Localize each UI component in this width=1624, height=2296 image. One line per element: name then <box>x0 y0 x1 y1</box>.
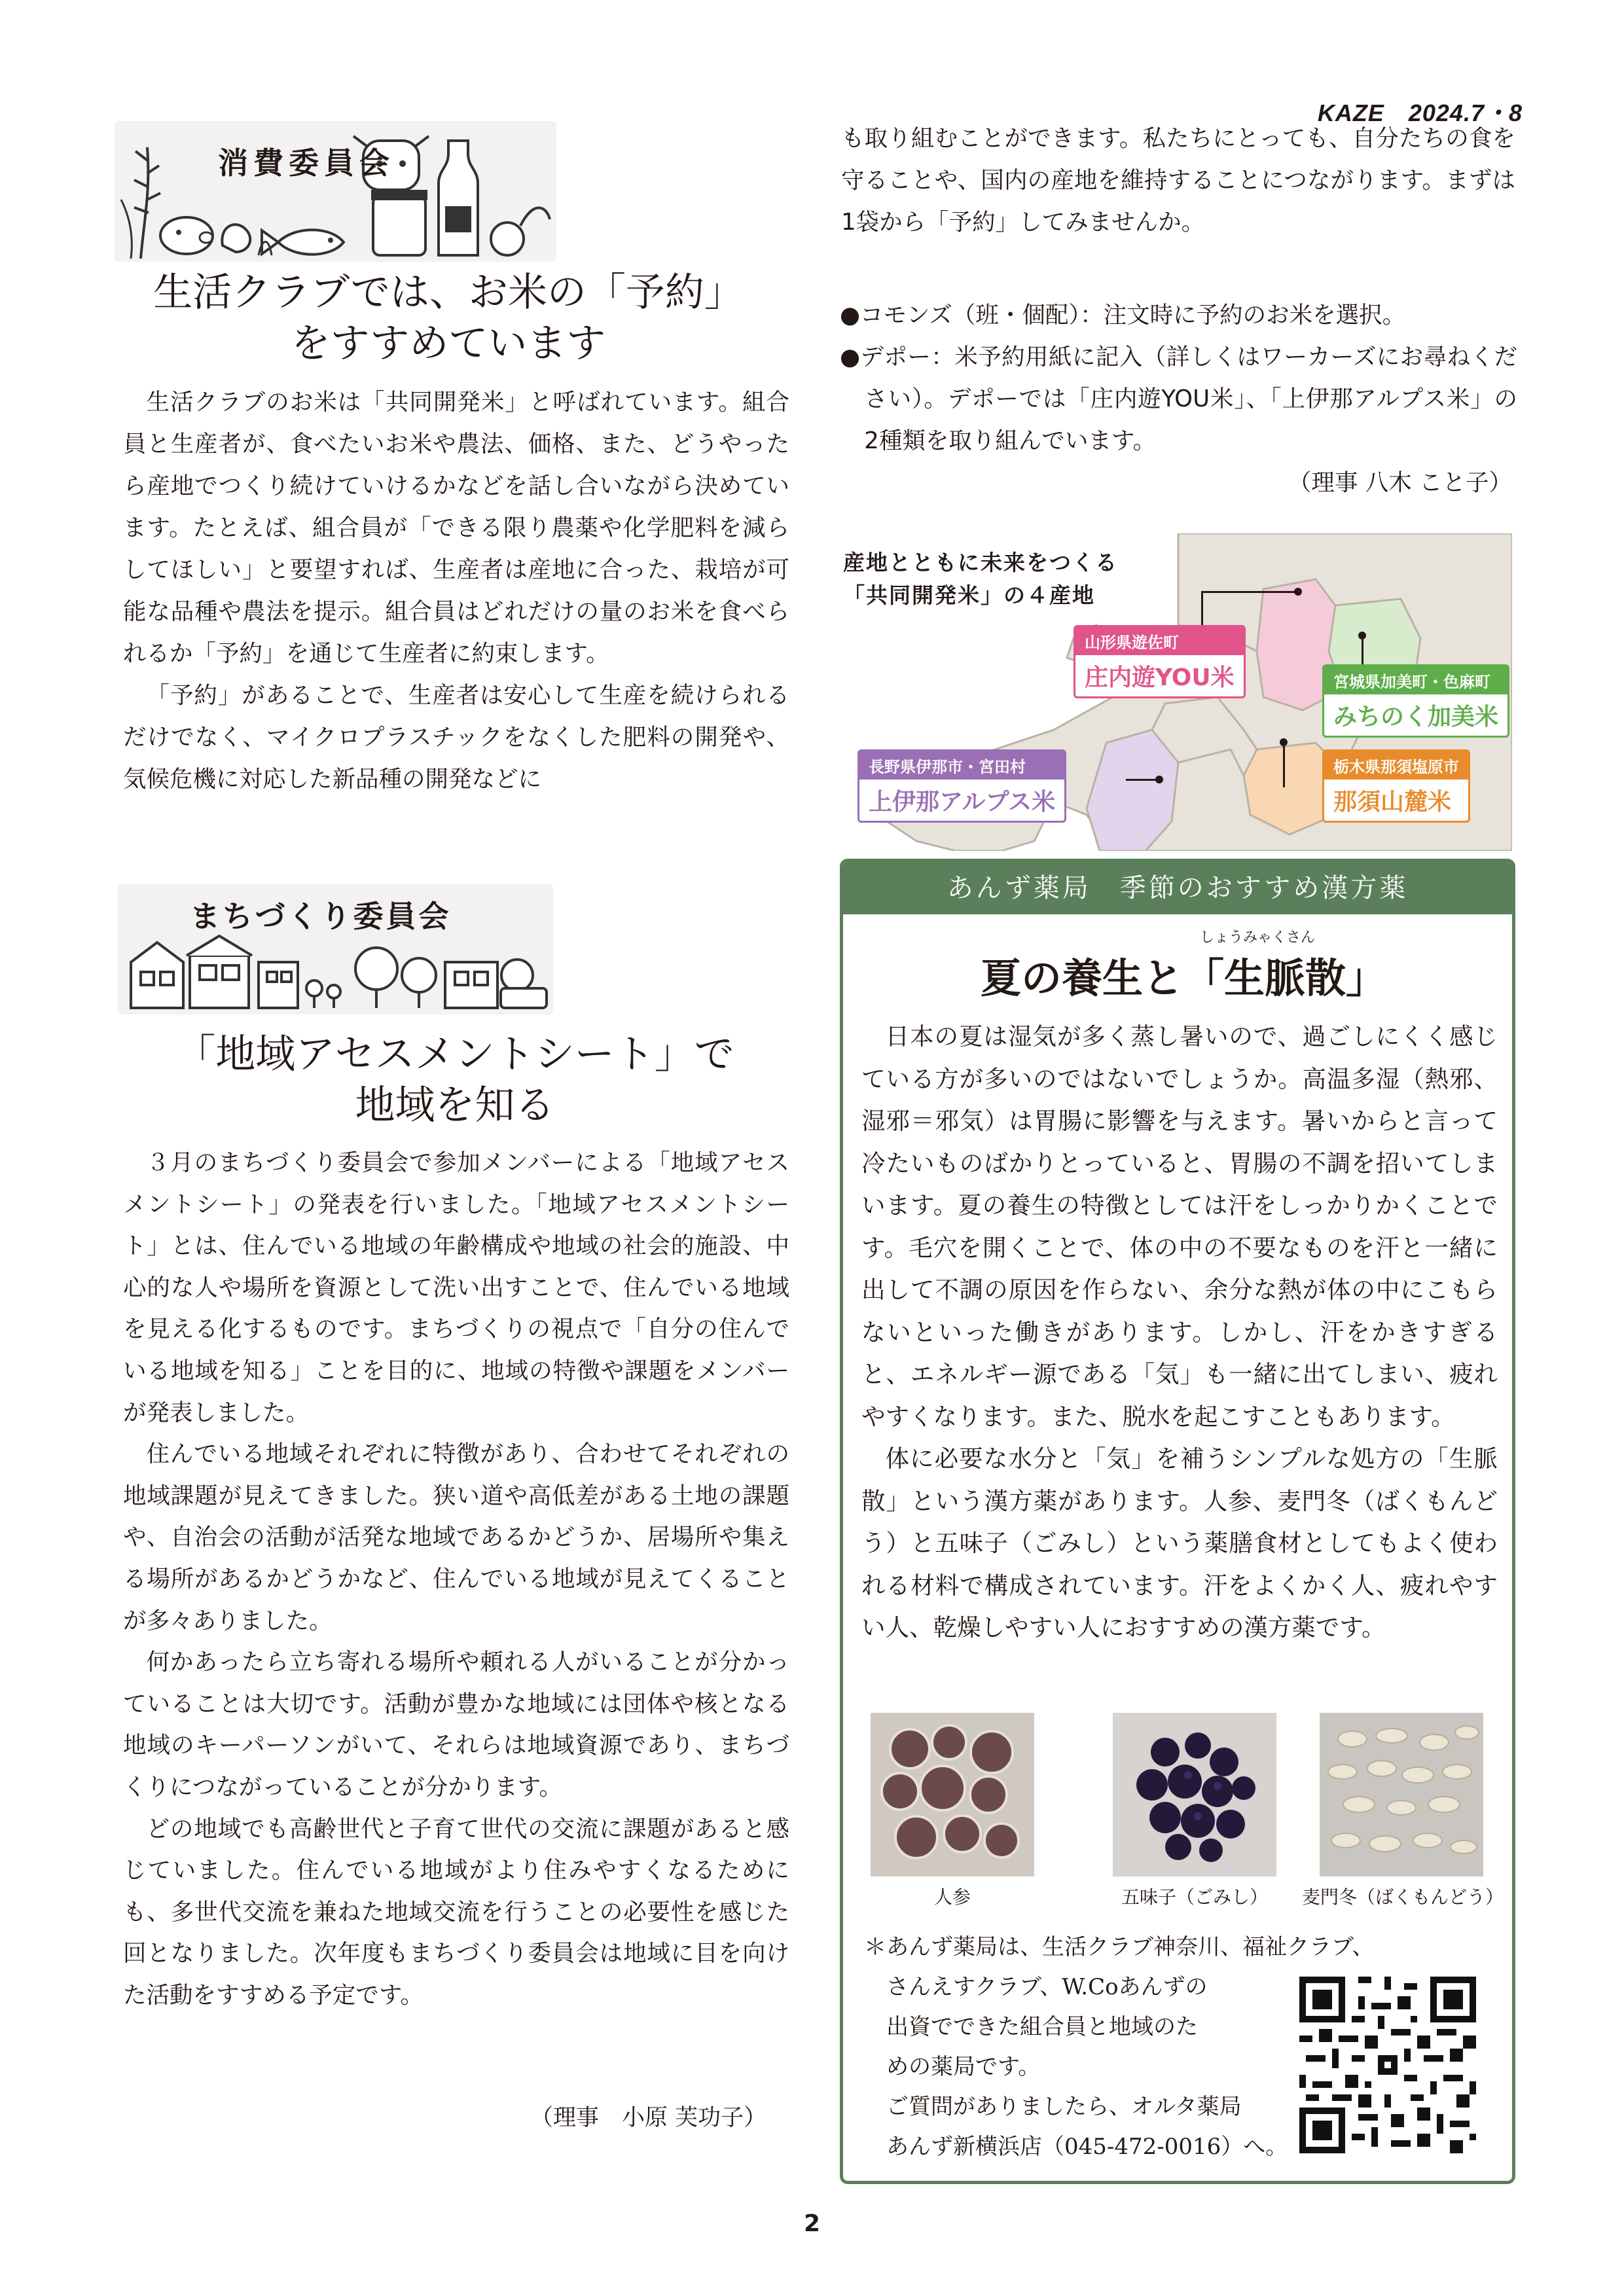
kanpo-paragraph-1: 日本の夏は湿気が多く蒸し暑いので、過ごしにくく感じている方が多いのではないでしょうか。高温多湿（熱邪、湿邪＝邪気）は胃腸に影響を与えます。暑いからと言って冷たいものばかりとっていると、胃腸の不調を招いてしまいます。夏の養生の特徴としては汗をしっかりかくことです。毛穴を開くことで、体の中の不要なものを汗と一緒に出して不調の原因を作らない、余分な熱が体の中にこもらないといった働きがあります。しかし、汗をかきすぎると、エネルギー源である「気」も一緒に出てしまい、疲れやすくなります。また、脱水を起こすこともあります。 <box>861 1022 1498 1431</box>
tag-shonai-rice: 庄内遊YOU米 <box>1085 664 1235 691</box>
tag-michinoku-rice: みちのく加美米 <box>1333 704 1499 730</box>
map-title-line-2: 「共同開発米」の４産地 <box>843 583 1095 608</box>
community-paragraph-1: ３月のまちづくり委員会で参加メンバーによる「地域アセスメントシート」の発表を行いました。「地域アセスメントシート」とは、住んでいる地域の年齢構成や地域の社会的施設、中心的な人や場所を資源として洗い出すことで、住んでいる地域を見える化するものです。まちづくりの視点で「自分の住んでいる地域を知る」ことを目的に、地域の特徴や課題をメンバーが発表しました。 <box>123 1149 789 1426</box>
tag-kamiina-place: 長野県伊那市・宮田村 <box>859 751 1064 780</box>
herb-photo-ninjin <box>871 1713 1034 1876</box>
consumer-body-continued <box>841 118 1515 243</box>
consumer-heading <box>85 267 812 369</box>
order-methods <box>840 295 1517 504</box>
consumer-signature: （理事 八木 こと子） <box>1288 469 1512 496</box>
kanpo-box-header: あんず薬局 季節のおすすめ漢方薬 <box>843 862 1512 914</box>
rice-production-map <box>838 533 1512 851</box>
leader-line-nagano <box>1126 779 1159 781</box>
dot-yamagata <box>1294 588 1302 596</box>
kanpo-title-main: 「生脈散」 <box>1183 954 1387 1002</box>
pharmacy-note-line-3: 出資でできた組合員と地域のた <box>886 2014 1198 2040</box>
page-number: 2 <box>803 2210 821 2237</box>
map-title <box>843 547 1118 612</box>
kanpo-body <box>861 1016 1498 1649</box>
herb-caption-bakumondo: 麦門冬（ばくもんどう） <box>1301 1886 1504 1908</box>
herb-caption-ninjin: 人参 <box>933 1886 971 1908</box>
consumer-committee-title: 消費委員会 <box>218 145 395 181</box>
herb-photo-gomishi <box>1113 1713 1276 1876</box>
community-paragraph-4: どの地域でも高齢世代と子育て世代の交流に課題があると感じていました。住んでいる地域がより住みやすくなるためにも、多世代交流を兼ねた地域交流を行うことの必要性を感じた回となりました。次年度もまちづくり委員会は地域に目を向けた活動をすすめる予定です。 <box>123 1815 789 2009</box>
kanpo-title-prefix: 夏の養生と <box>981 954 1184 1002</box>
community-body <box>123 1142 789 2016</box>
leader-line-yamagata <box>1201 591 1298 593</box>
community-signature: （理事 小原 芙功子） <box>530 2105 767 2131</box>
tag-kamiina <box>857 749 1066 823</box>
kanpo-title-ruby: しょうみゃくさん <box>1200 929 1316 946</box>
tag-shonai-place: 山形県遊佐町 <box>1075 627 1244 655</box>
tag-nasu-rice: 那須山麓米 <box>1333 789 1452 816</box>
order-method-commons: ●コモンズ（班・個配）：注文時に予約のお米を選択。 <box>840 302 1406 329</box>
order-method-depot: ●デポー：米予約用紙に記入（詳しくはワーカーズにお尋ねください）。デポーでは「庄内遊YOU米」、「上伊那アルプス米」の2種類を取り組んでいます。 <box>840 344 1517 454</box>
pharmacy-note-line-5: ご質問がありましたら、オルタ薬局 <box>886 2094 1242 2120</box>
issue-header: KAZE 2024.7・8 <box>1317 99 1523 126</box>
herb-photo-bakumondo <box>1320 1713 1483 1876</box>
community-committee-banner <box>118 884 553 1014</box>
kanpo-title <box>981 946 1386 1004</box>
consumer-heading-line-1: 生活クラブでは、お米の「予約」 <box>153 270 744 315</box>
tag-michinoku-place: 宮城県加美町・色麻町 <box>1324 666 1507 694</box>
consumer-body <box>123 382 789 800</box>
pharmacy-note-line-1: ＊あんず薬局は、生活クラブ神奈川、福祉クラブ、 <box>864 1934 1375 1960</box>
community-heading <box>92 1029 818 1131</box>
consumer-paragraph-2: 「予約」があることで、生産者は安心して生産を続けられるだけでなく、マイクロプラスチックをなくした肥料の開発や、気候危機に対応した新品種の開発などに <box>123 682 789 793</box>
qr-code[interactable] <box>1299 1977 1476 2153</box>
consumer-heading-line-2: をすすめています <box>291 321 606 367</box>
tag-shonai <box>1074 625 1246 698</box>
community-paragraph-2: 住んでいる地域それぞれに特徴があり、合わせてそれぞれの地域課題が見えてきました。狭い道や高低差がある土地の課題や、自治会の活動が活発な地域であるかどうか、居場所や集える場所があるかどうかなど、住んでいる地域が見えてくることが多々ありました。 <box>123 1441 789 1634</box>
leader-line-tochigi <box>1283 742 1285 787</box>
tag-nasu <box>1322 749 1470 823</box>
consumer-paragraph-continuation: も取り組むことができます。私たちにとっても、自分たちの食を守ることや、国内の産地を維持することにつながります。まずは1袋から「予約」してみませんか。 <box>841 125 1515 236</box>
community-committee-title: まちづくり委員会 <box>190 899 452 934</box>
community-heading-line-2: 地域を知る <box>355 1082 555 1128</box>
leader-line-yamagata-v <box>1201 591 1203 630</box>
consumer-committee-banner <box>115 121 556 262</box>
herb-caption-gomishi: 五味子（ごみし） <box>1121 1886 1268 1908</box>
community-heading-line-1: 「地域アセスメントシート」で <box>175 1031 734 1077</box>
dot-nagano <box>1155 776 1163 783</box>
tag-kamiina-rice: 上伊那アルプス米 <box>869 789 1056 816</box>
tag-nasu-place: 栃木県那須塩原市 <box>1324 751 1468 780</box>
consumer-paragraph-1: 生活クラブのお米は「共同開発米」と呼ばれています。組合員と生産者が、食べたいお米や農法、価格、また、どうやったら産地でつくり続けていけるかなどを話し合いながら決めています。たとえば、組合員が「できる限り農薬や化学肥料を減らしてほしい」と要望すれば、生産者は産地に合った、栽培が可能な品種や農法を提示。組合員はどれだけの量のお米を食べられるか「予約」を通じて生産者に約束します。 <box>123 389 789 667</box>
dot-tochigi <box>1280 738 1288 746</box>
map-title-line-1: 産地とともに未来をつくる <box>843 550 1118 575</box>
pharmacy-note-line-2: さんえすクラブ、W.Coあんずの <box>886 1974 1208 2000</box>
kanpo-paragraph-2: 体に必要な水分と「気」を補うシンプルな処方の「生脈散」という漢方薬があります。人参、麦門冬（ばくもんどう）と五味子（ごみし）という薬膳食材としてもよく使われる材料で構成されています。汗をよくかく人、疲れやすい人、乾燥しやすい人におすすめの漢方薬です。 <box>861 1444 1498 1641</box>
dot-miyagi <box>1358 632 1366 639</box>
pharmacy-note-line-4: めの薬局です。 <box>886 2054 1041 2080</box>
tag-michinoku <box>1322 664 1509 738</box>
community-paragraph-3: 何かあったら立ち寄れる場所や頼れる人がいることが分かっていることは大切です。活動が豊かな地域には団体や核となる地域のキーパーソンがいて、それらは地域資源であり、まちづくりにつながっていることが分かります。 <box>123 1649 789 1801</box>
pharmacy-note-line-6: あんず新横浜店（045-472-0016）へ。 <box>886 2134 1288 2160</box>
